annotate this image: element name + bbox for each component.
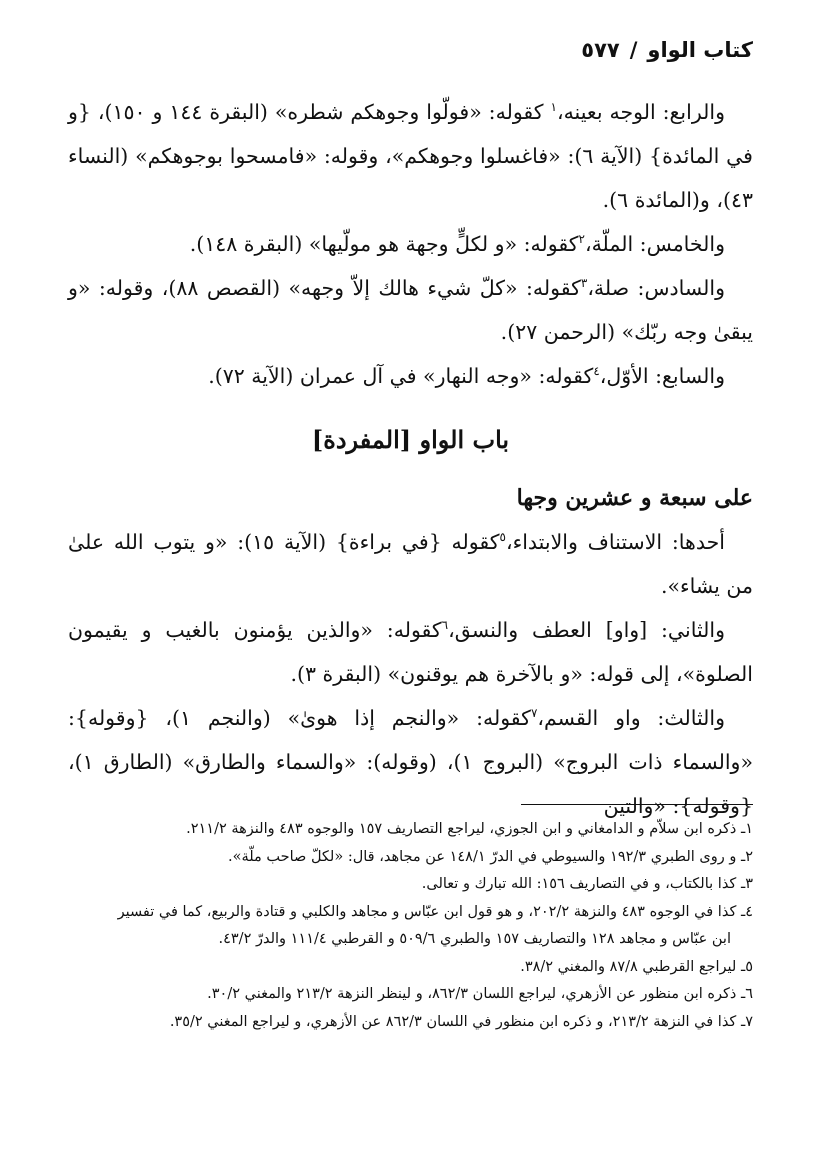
subheading: على سبعة و عشرين وجها [516,485,753,511]
footnote-ref[interactable]: ٥ [499,530,506,545]
footnote-ref[interactable]: ٢ [578,232,585,247]
paragraph-text: كقوله: «و لكلٍّ وجهة هو مولّيها» (البقرة ١٤٨). [189,232,579,256]
paragraph-fifth-meaning [68,222,753,266]
book-title: كتاب الواو [647,38,753,62]
paragraph-text: كقوله: «والنجم إذا هوىٰ» (والنجم ١)، {وقوله}: «والسماء ذات البروج» (البروج ١)، (وقوله): «والسماء والطارق» (الطارق ١)، {وقوله}: «والتين [68,706,754,818]
footnote-item: ٢ـ و روى الطبري ١٩٢/٣ والسيوطي في الدرّ ١٤٨/١ عن مجاهد، قال: «لكلّ صاحب ملّة». [227,848,753,865]
paragraph-text: والثالث: واو القسم، [537,706,725,730]
page-number: ٥٧٧ [581,38,620,62]
footnote-ref[interactable]: ٧ [530,706,538,721]
footnote-item: ٥ـ ليراجع القرطبي ٨٧/٨ والمغني ٣٨/٢. [520,958,753,975]
paragraph-text: كقوله {في براءة} (الآية ١٥): «و يتوب الله علىٰ من يشاء». [68,530,753,598]
footnote-ref[interactable]: ٤ [593,364,600,379]
running-header [68,30,753,70]
paragraph-second-use [68,608,753,696]
footnote-item: ٤ـ كذا في الوجوه ٤٨٣ والنزهة ٢٠٢/٢، و هو قول ابن عبّاس و مجاهد والكلبي و قتادة والربيع، كما في تفسير [117,903,753,920]
paragraph-third-use [68,696,753,828]
paragraph-first-use [68,520,753,608]
main-text [68,90,753,828]
paragraph-text: كقوله: «وجه النهار» في آل عمران (الآية ٧٢). [208,364,594,388]
paragraph-text: والسادس: صلة، [587,276,725,300]
paragraph-text: والخامس: الملّة، [584,232,725,256]
paragraph-text: كقوله: «والذين يؤمنون بالغيب و يقيمون الصلوة»، إلى قوله: «و بالآخرة هم يوقنون» (البقرة ٣). [68,618,753,686]
footnote-item: ٣ـ كذا بالكتاب، و في التصاريف ١٥٦: الله تبارك و تعالى. [421,876,753,892]
header-separator: / [629,38,638,62]
paragraph-text: والثاني: [واو] العطف والنسق، [448,618,725,642]
footnote-divider [521,804,753,805]
paragraph-text: كقوله: «فولّوا وجوهكم شطره» (البقرة ١٤٤ و ١٥٠)، {و في المائدة} (الآية ٦): «فاغسلوا وجوهكم»، وقوله: «فامسحوا بوجوهكم» (النساء ٤٣)، و(المائدة ٦). [68,100,753,212]
footnote-item: ٦ـ ذكره ابن منظور عن الأزهري، ليراجع اللسان ٨٦٢/٣، و لينظر النزهة ٢١٣/٢ والمغني ٣٠/٢. [207,986,753,1002]
paragraph-seventh-meaning [68,354,753,398]
footnote-item: ١ـ ذكره ابن سلاّم و الدامغاني و ابن الجوزي، ليراجع التصاريف ١٥٧ والوجوه ٤٨٣ والنزهة ٢١١/٢. [186,821,753,837]
paragraph-text: والسابع: الأوّل، [599,364,725,388]
footnote-ref[interactable]: ٣ [580,276,588,291]
footnote-item: ٧ـ كذا في النزهة ٢١٣/٢، و ذكره ابن منظور في اللسان ٨٦٢/٣ عن الأزهري، و ليراجع المغني ٣٥/٢. [169,1013,753,1030]
footnote-ref[interactable]: ٦ [441,618,449,633]
paragraph-sixth-meaning [68,266,753,354]
section-heading: باب الواو [المفردة] [311,425,510,454]
paragraph-text: كقوله: «كلّ شيء هالك إلاّ وجهه» (القصص ٨٨)، وقوله: «و يبقىٰ وجه ربّك» (الرحمن ٢٧). [68,276,753,344]
footnote-ref[interactable]: ١ [550,100,557,115]
footnotes [68,816,753,1036]
paragraph-text: أحدها: الاستناف والابتداء، [505,530,725,554]
footnote-item-continuation: ابن عبّاس و مجاهد ١٢٨ والتصاريف ١٥٧ والطبري ٥٠٩/٦ و القرطبي ١١١/٤ والدرّ ٤٣/٢. [218,931,731,947]
paragraph-text: والرابع: الوجه بعينه، [556,100,725,124]
paragraph-fourth-meaning [68,90,753,222]
